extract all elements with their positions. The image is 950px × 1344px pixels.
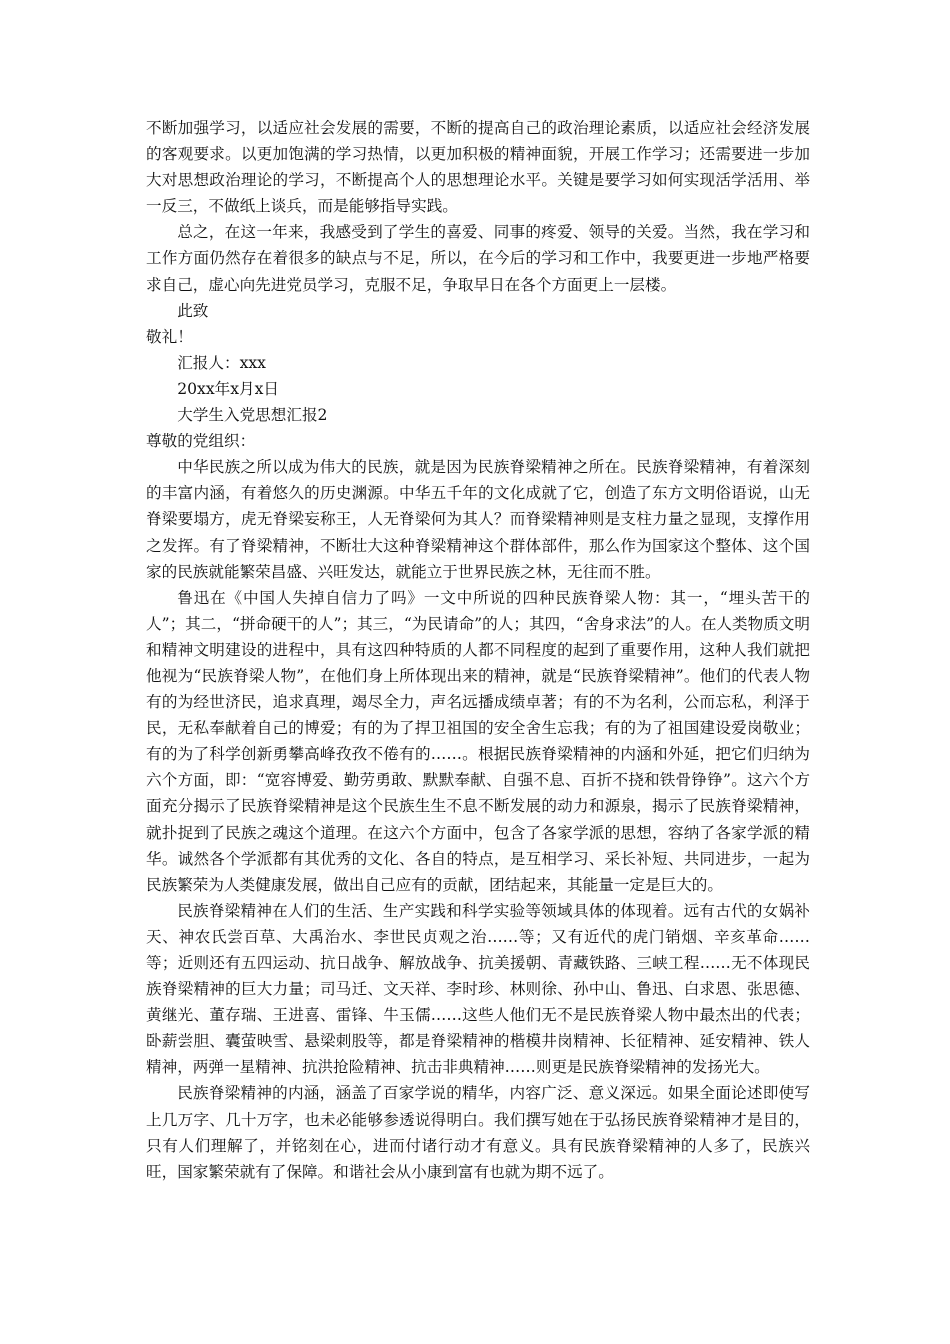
paragraph-historical-examples: 民族脊梁精神在人们的生活、生产实践和科学实验等领域具体的体现着。远有古代的女娲补天、神农氏尝百草、大禹治水、李世民贞观之治……等；又有近代的虎门销烟、辛亥革命……等；近则还有五四运动、抗日战争、解放战争、抗美援朝、青藏铁路、三峡工程……无不体现民族脊梁精神的巨大力量；司马迁、文天祥、李时珍、林则徐、孙中山、鲁迅、白求恩、张思德、黄继光、董存瑞、王进喜、雷锋、牛玉儒……这些人他们无不是民族脊梁人物中最杰出的代表；卧薪尝胆、囊萤映雪、悬梁刺股等，都是脊梁精神的楷模井岗精神、长征精神、延安精神、铁人精神，两弹一星精神、抗洪抢险精神、抗击非典精神……则更是民族脊梁精神的发扬光大。	[146, 901, 810, 1077]
paragraph-luxun-figures: 鲁迅在《中国人失掉自信力了吗》一文中所说的四种民族脊梁人物：其一，“埋头苦干的人”；其二，“拼命硬干的人”；其三，“为民请命”的人；其四，“舍身求法”的人。在人类物质文明和精神文明建设的进程中，具有这四种特质的人都不同程度的起到了重要作用，这种人我们就把他视为“民族脊梁人物”，在他们身上所体现出来的精神，就是“民族脊梁精神”。他们的代表人物有的为经世济民，追求真理，竭尽全力，声名远播成绩卓著；有的不为名利，公而忘私，利泽于民，无私奉献着自己的博爱；有的为了捍卫祖国的安全舍生忘我；有的为了祖国建设爱岗敬业；有的为了科学创新勇攀高峰孜孜不倦有的……。根据民族脊梁精神的内涵和外延，把它们归纳为六个方面，即：“宽容博爱、勤劳勇敢、默默奉献、自强不息、百折不挠和铁骨铮铮”。这六个方面充分揭示了民族脊梁精神是这个民族生生不息不断发展的动力和源泉，揭示了民族脊梁精神，就扑捉到了民族之魂这个道理。在这六个方面中，包含了各家学派的思想，容纳了各家学派的精华。诚然各个学派都有其优秀的文化、各自的特点，是互相学习、采长补短、共同进步，一起为民族繁荣为人类健康发展，做出自己应有的贡献，团结起来，其能量一定是巨大的。	[146, 588, 810, 894]
closing-salutation: 此致	[177, 301, 209, 320]
greeting-line: 尊敬的党组织：	[146, 432, 256, 451]
report-date: 20xx年x月x日	[177, 379, 279, 398]
section-title: 大学生入党思想汇报2	[177, 406, 328, 425]
document-body	[146, 115, 810, 1185]
reporter-signature: 汇报人：xxx	[177, 353, 266, 372]
paragraph-summary: 总之，在这一年来，我感受到了学生的喜爱、同事的疼爱、领导的关爱。当然，我在学习和工作方面仍然存在着很多的缺点与不足，所以，在今后的学习和工作中，我要更进一步地严格要求自己，虚心向先进党员学习，克服不足，争取早日在各个方面更上一层楼。	[146, 223, 810, 294]
paragraph-national-spirit: 中华民族之所以成为伟大的民族，就是因为民族脊梁精神之所在。民族脊梁精神，有着深刻的丰富内涵，有着悠久的历史渊源。中华五千年的文化成就了它，创造了东方文明俗语说，山无脊梁要塌方，虎无脊梁妄称王，人无脊梁何为其人？而脊梁精神则是支柱力量之显现，支撑作用之发挥。有了脊梁精神，不断壮大这种脊梁精神这个群体部件，那么作为国家这个整体、这个国家的民族就能繁荣昌盛、兴旺发达，就能立于世界民族之林，无往而不胜。	[146, 458, 810, 581]
paragraph-conclusion: 民族脊梁精神的内涵，涵盖了百家学说的精华，内容广泛、意义深远。如果全面论述即使写上几万字、几十万字，也未必能够参透说得明白。我们撰写她在于弘扬民族脊梁精神才是目的，只有人们理解了，并铭刻在心，进而付诸行动才有意义。具有民族脊梁精神的人多了，民族兴旺，国家繁荣就有了保障。和谐社会从小康到富有也就为期不远了。	[146, 1084, 810, 1181]
closing-regards: 敬礼！	[146, 327, 193, 346]
paragraph-study-continuation: 不断加强学习，以适应社会发展的需要，不断的提高自己的政治理论素质，以适应社会经济发展的客观要求。以更加饱满的学习热情，以更加积极的精神面貌，开展工作学习；还需要进一步加大对思想政治理论的学习，不断提高个人的思想理论水平。关键是要学习如何实现活学活用、举一反三，不做纸上谈兵，而是能够指导实践。	[146, 119, 810, 216]
